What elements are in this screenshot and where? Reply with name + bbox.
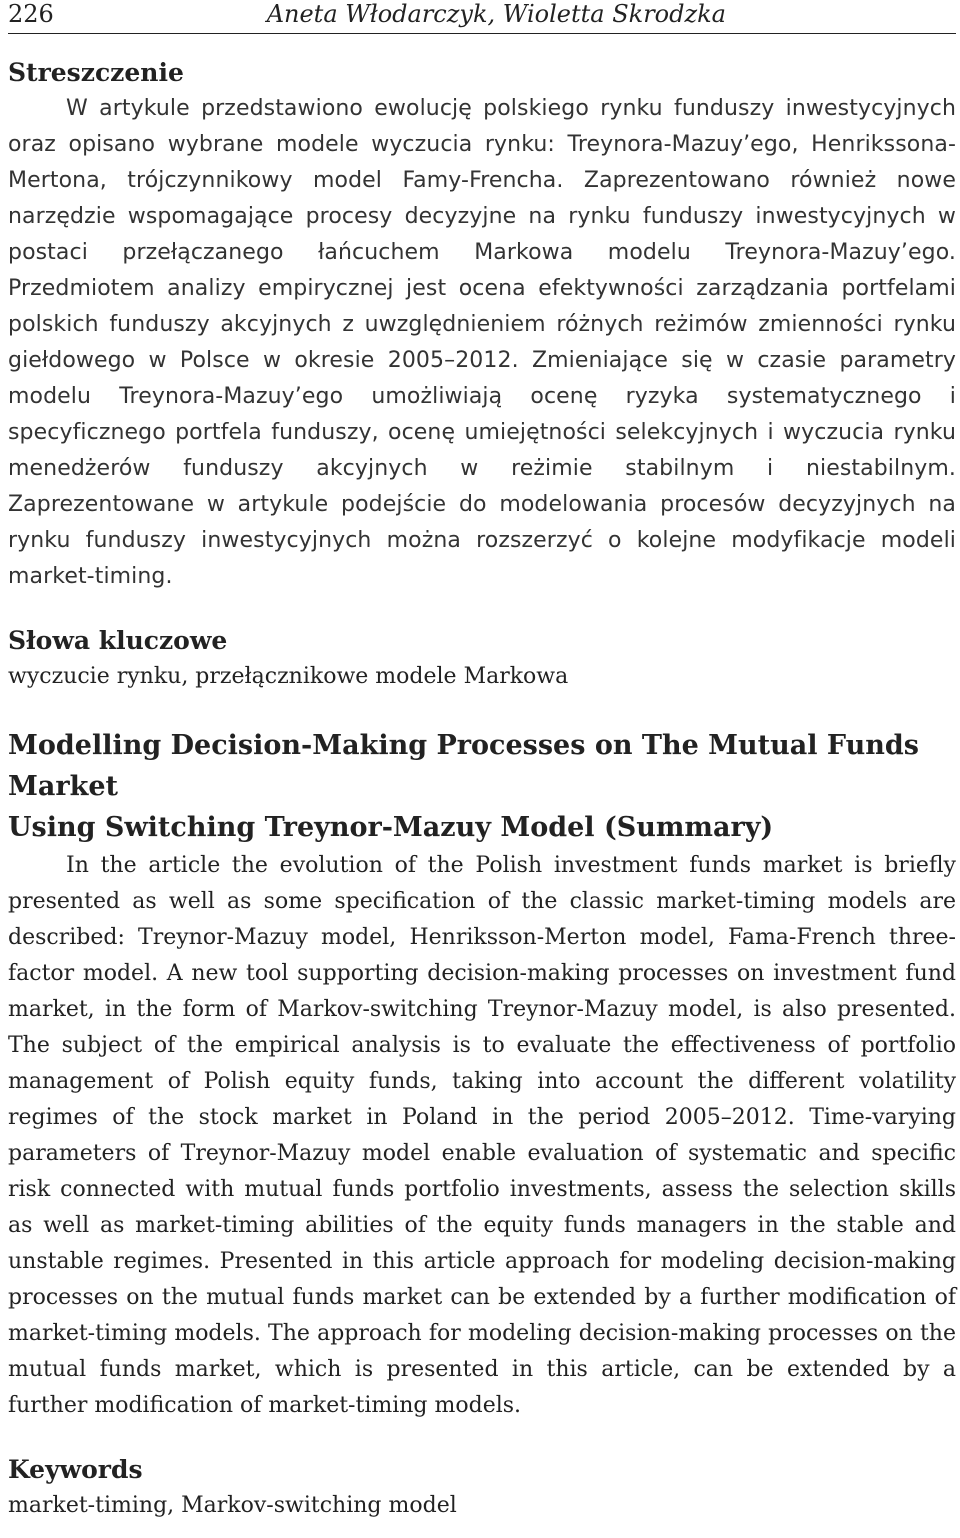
summary-title-line-2: Using Switching Treynor-Mazuy Model (Summary) [8, 812, 774, 843]
abstract-polish [8, 55, 956, 595]
abstract-body: W artykule przedstawiono ewolucję polskiego rynku funduszy inwestycyjnych oraz opisano wybrane modele wyczucia rynku: Treynora-Mazuy’ego, Henrikssona-Mertona, trójczynnikowy model Famy-Frencha. Zaprezentowano również nowe narzędzie wspomagające procesy decyzyjne na rynku funduszy inwestycyjnych w postaci przełączanego łańcuchem Markowa modelu Treynora-Mazuy’ego. Przedmiotem analizy empirycznej jest ocena efektywności zarządzania portfelami polskich funduszy akcyjnych z uwzględnieniem różnych reżimów zmienności rynku giełdowego w Polsce w okresie 2005–2012. Zmieniające się w czasie parametry modelu Treynora-Mazuy’ego umożliwiają ocenę ryzyka systematycznego i specyficznego portfela funduszy, ocenę umiejętności selekcyjnych i wyczucia rynku menedżerów funduszy akcyjnych w reżimie stabilnym i niestabilnym. Zaprezentowane w artykule podejście do modelowania procesów decyzyjnych na rynku funduszy inwestycyjnych można rozszerzyć o kolejne modyfikacje modeli market-timing. [8, 96, 956, 589]
page-content [8, 55, 956, 1524]
keywords-en-heading: Keywords [8, 1455, 143, 1484]
summary-english [8, 725, 956, 1424]
running-head: Aneta Włodarczyk, Wioletta Skrodzka [266, 0, 726, 28]
keywords-polish [8, 623, 956, 695]
abstract-heading: Streszczenie [8, 58, 184, 87]
summary-title-line-1: Modelling Decision-Making Processes on The Mutual Funds Market [8, 730, 919, 802]
keywords-list: wyczucie rynku, przełącznikowe modele Markowa [8, 664, 569, 689]
keywords-en-list: market-timing, Markov-switching model [8, 1493, 457, 1518]
keywords-english [8, 1452, 956, 1524]
page-header [8, 0, 956, 34]
summary-body: In the article the evolution of the Polish investment funds market is briefly presented as well as some specification of the classic market-timing models are described: Treynor-Mazuy model, Henriksson-Merton model, Fama-French three-factor model. A new tool supporting decision-making processes on investment fund market, in the form of Markov-switching Treynor-Mazuy model, is also presented. The subject of the empirical analysis is to evaluate the effectiveness of portfolio management of Polish equity funds, taking into account the different volatility regimes of the stock market in Poland in the period 2005–2012. Time-varying parameters of Treynor-Mazuy model enable evaluation of systematic and specific risk connected with mutual funds portfolio investments, assess the selection skills as well as market-timing abilities of the equity funds managers in the stable and unstable regimes. Presented in this article approach for modeling decision-making processes on the mutual funds market can be extended by a further modification of market-timing models. The approach for modeling decision-making processes on the mutual funds market, which is presented in this article, can be extended by a further modification of market-timing models. [8, 853, 956, 1418]
keywords-heading: Słowa kluczowe [8, 626, 228, 655]
page-number: 226 [8, 0, 54, 28]
